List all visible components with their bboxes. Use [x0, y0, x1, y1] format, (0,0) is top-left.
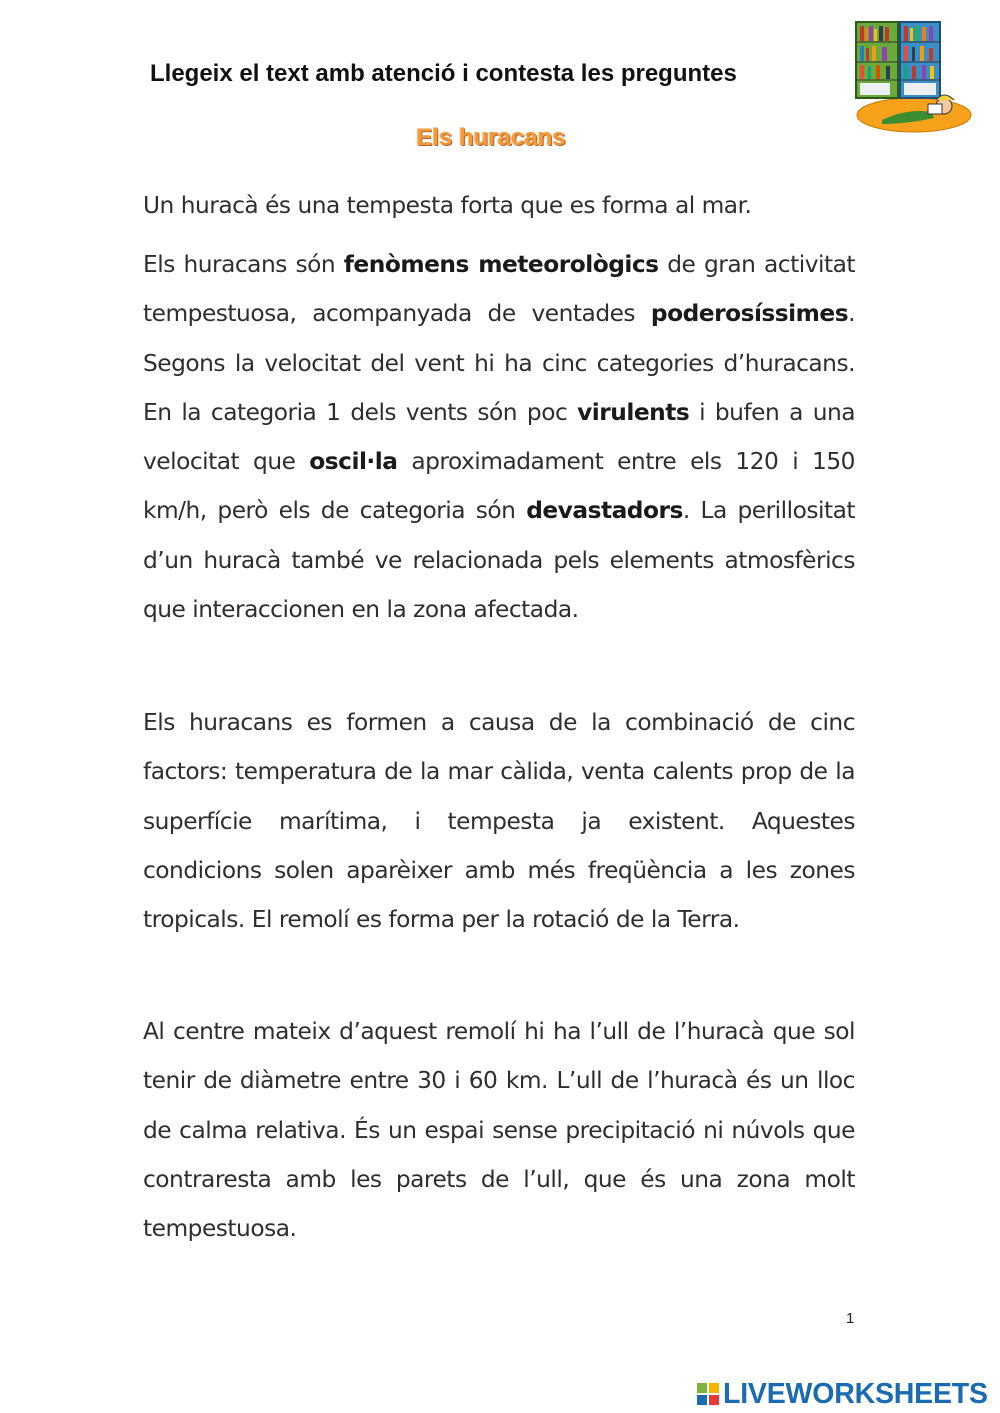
text-span: aproximadament entre els 120 i 150 km/h, però els de categoria són: [143, 448, 855, 525]
liveworksheets-brand: [697, 1380, 988, 1408]
text-span: . Segons la velocitat del vent hi ha cinc categories d’huracans. En la categoria 1 dels vents són poc: [143, 300, 855, 426]
instructions-heading: Llegeix el text amb atenció i contesta les preguntes: [150, 60, 737, 87]
text-span: Els huracans són: [143, 251, 344, 278]
text-span: . La perillositat d’un huracà també ve relacionada pels elements atmosfèrics que interaccionen en la zona afectada.: [143, 497, 855, 624]
liveworksheets-logo-icon: [697, 1383, 719, 1405]
bold-term: devastadors: [526, 497, 683, 525]
brand-name: LIVEWORKSHEETS: [723, 1378, 988, 1410]
bold-term: poderosíssimes: [650, 300, 849, 328]
bold-term: virulents: [577, 398, 690, 426]
text-span: de gran activitat tempestuosa, acompanyada de ventades: [143, 251, 855, 328]
paragraph-definition: [143, 240, 855, 634]
text-span: i bufen a una velocitat que: [143, 398, 856, 476]
paragraph-intro: Un huracà és una tempesta forta que es forma al mar.: [143, 192, 752, 219]
article-title: Els huracans: [416, 124, 566, 151]
bookshelf-reading-icon: [852, 20, 972, 135]
bold-term: oscil·la: [309, 448, 398, 476]
bold-term: fenòmens meteorològics: [343, 251, 659, 278]
paragraph-eye: Al centre mateix d’aquest remolí hi ha l’ull de l’huracà que sol tenir de diàmetre entre 30 i 60 km. L’ull de l’huracà és un lloc de calma relativa. És un espai sense precipitació ni núvols que contraresta amb les parets de l’ull, que és una zona molt tempestuosa.: [143, 1018, 855, 1243]
paragraph-formation: Els huracans es formen a causa de la combinació de cinc factors: temperatura de la mar càlida, venta calents prop de la superfície marítima, i tempesta ja existent. Aquestes condicions solen aparèixer amb més freqüència a les zones tropicals. El remolí es forma per la rotació de la Terra.: [143, 709, 855, 934]
page-number: 1: [846, 1310, 855, 1327]
